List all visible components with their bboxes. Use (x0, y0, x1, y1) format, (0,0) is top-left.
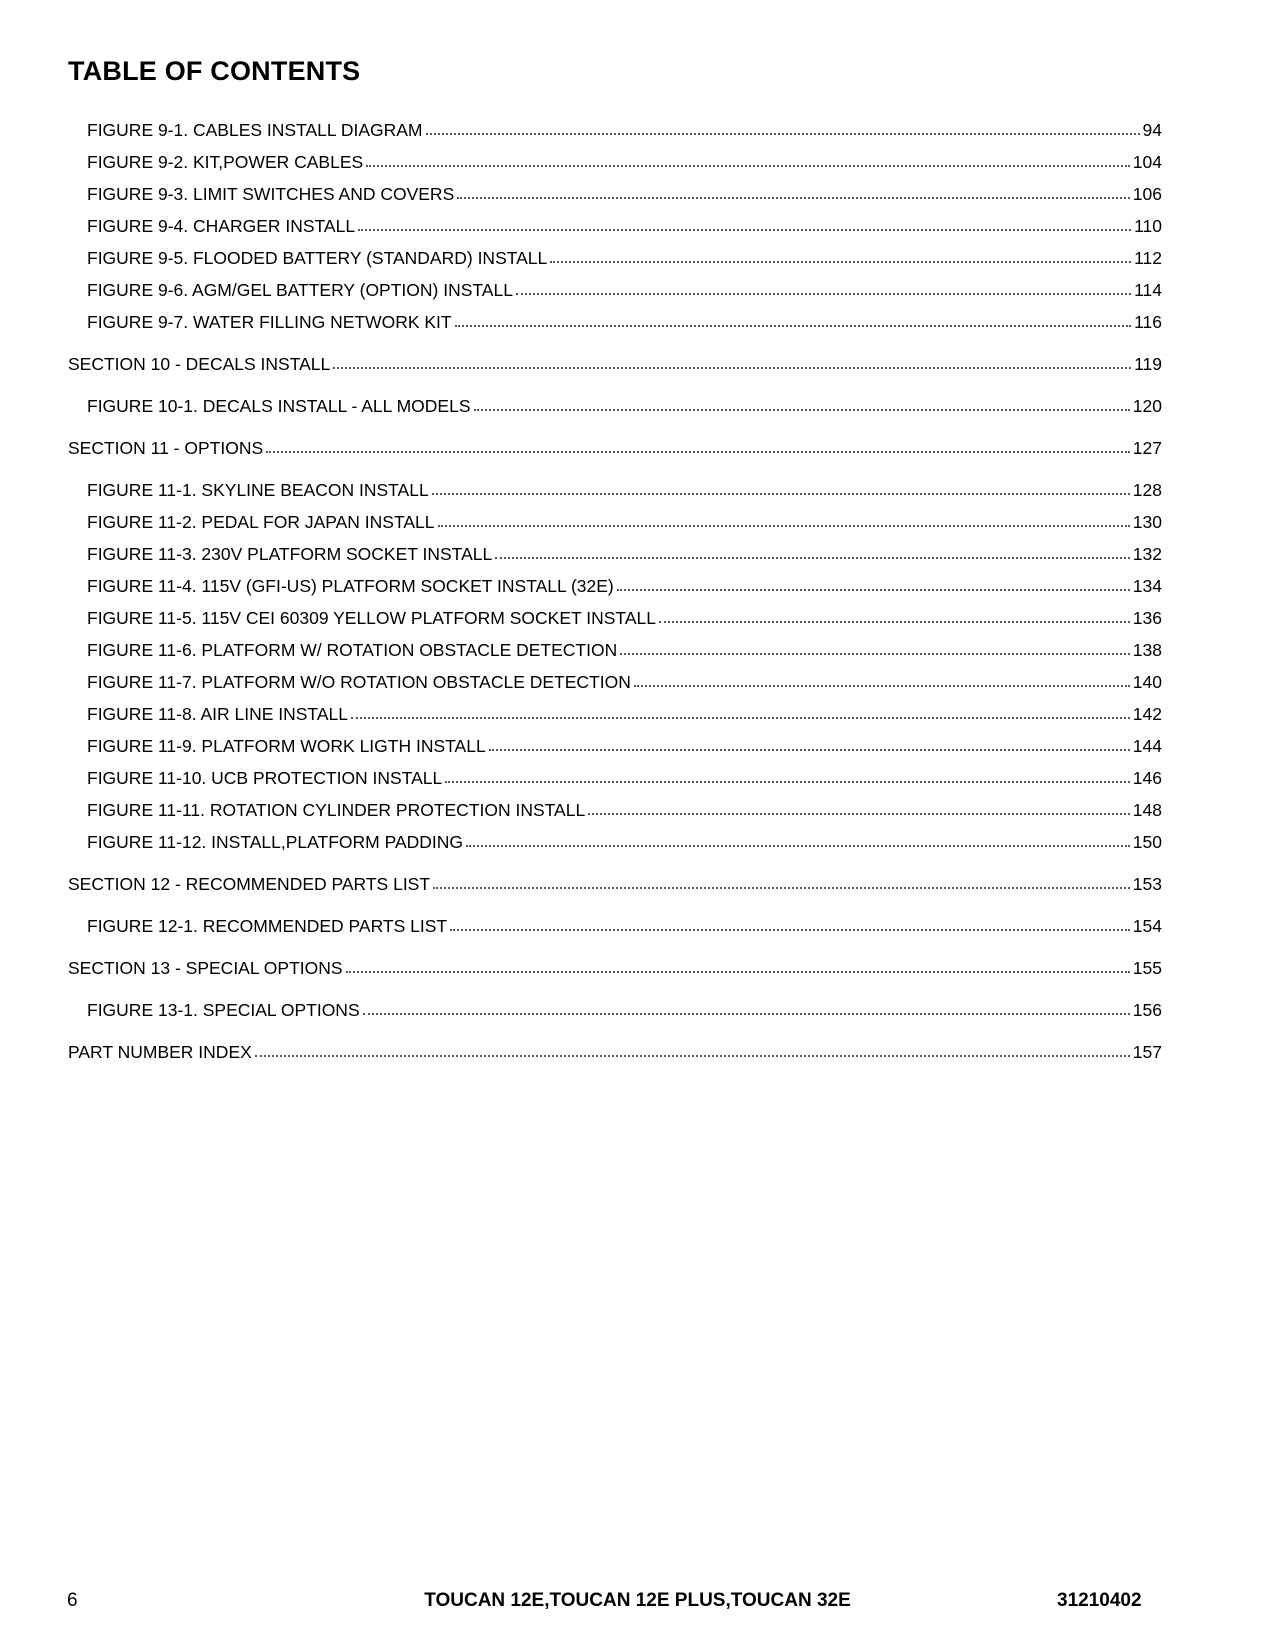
toc-entry[interactable] (68, 628, 1162, 660)
toc-entry-page: 127 (1132, 438, 1162, 458)
toc-entry-page: 128 (1132, 480, 1162, 500)
toc-entry-page: 134 (1132, 576, 1162, 596)
toc-entry[interactable] (68, 108, 1162, 140)
toc-entry-page: 114 (1134, 280, 1162, 300)
toc-leader-dots (620, 653, 1130, 655)
toc-leader-dots (351, 717, 1130, 719)
toc-entry-label: FIGURE 12-1. RECOMMENDED PARTS LIST (87, 916, 448, 936)
toc-entry-label: FIGURE 9-7. WATER FILLING NETWORK KIT (87, 312, 452, 332)
toc-leader-dots (366, 165, 1130, 167)
toc-leader-dots (346, 971, 1130, 973)
toc-entry-page: 148 (1132, 800, 1162, 820)
toc-entry[interactable] (68, 384, 1162, 416)
toc-leader-dots (466, 845, 1130, 847)
toc-entry[interactable] (68, 268, 1162, 300)
toc-leader-dots (426, 133, 1140, 135)
footer-model-title: TOUCAN 12E,TOUCAN 12E PLUS,TOUCAN 32E (424, 1590, 851, 1611)
toc-entry[interactable] (68, 500, 1162, 532)
toc-entry-page: 94 (1142, 120, 1162, 140)
toc-entry[interactable] (68, 300, 1162, 332)
toc-leader-dots (617, 589, 1130, 591)
toc-entry-label: PART NUMBER INDEX (68, 1042, 252, 1062)
toc-leader-dots (489, 749, 1130, 751)
toc-entry-label: FIGURE 11-9. PLATFORM WORK LIGTH INSTALL (87, 736, 486, 756)
toc-entry-page: 138 (1132, 640, 1162, 660)
toc-entry[interactable] (68, 946, 1162, 978)
toc-entry-label: SECTION 11 - OPTIONS (68, 438, 264, 458)
toc-entry[interactable] (68, 756, 1162, 788)
toc-entry-page: 153 (1132, 874, 1162, 894)
toc-entry-page: 110 (1134, 216, 1162, 236)
toc-entry-label: FIGURE 11-10. UCB PROTECTION INSTALL (87, 768, 443, 788)
toc-entry[interactable] (68, 724, 1162, 756)
toc-entry-label: FIGURE 13-1. SPECIAL OPTIONS (87, 1000, 360, 1020)
toc-leader-dots (438, 525, 1130, 527)
toc-entry-label: FIGURE 11-6. PLATFORM W/ ROTATION OBSTACLE DETECTION (87, 640, 618, 660)
toc-leader-dots (433, 887, 1130, 889)
toc-entry[interactable] (68, 660, 1162, 692)
toc-entry-page: 154 (1132, 916, 1162, 936)
toc-entry-page: 157 (1132, 1042, 1162, 1062)
toc-entry-page: 156 (1132, 1000, 1162, 1020)
toc-leader-dots (634, 685, 1130, 687)
toc-list (68, 108, 1162, 1062)
toc-leader-dots (333, 367, 1131, 369)
toc-entry-page: 104 (1132, 152, 1162, 172)
toc-entry-page: 150 (1132, 832, 1162, 852)
toc-entry[interactable] (68, 172, 1162, 204)
toc-entry-label: SECTION 10 - DECALS INSTALL (68, 354, 331, 374)
toc-leader-dots (266, 451, 1130, 453)
toc-entry-label: FIGURE 11-4. 115V (GFI-US) PLATFORM SOCKET INSTALL (32E) (87, 576, 614, 596)
toc-entry-label: FIGURE 9-1. CABLES INSTALL DIAGRAM (87, 120, 423, 140)
toc-entry-label: SECTION 13 - SPECIAL OPTIONS (68, 958, 343, 978)
toc-leader-dots (450, 929, 1130, 931)
toc-leader-dots (358, 229, 1131, 231)
toc-entry-label: FIGURE 9-6. AGM/GEL BATTERY (OPTION) INSTALL (87, 280, 513, 300)
toc-entry[interactable] (68, 236, 1162, 268)
toc-entry-label: FIGURE 11-2. PEDAL FOR JAPAN INSTALL (87, 512, 435, 532)
toc-entry-label: FIGURE 9-2. KIT,POWER CABLES (87, 152, 364, 172)
toc-leader-dots (495, 557, 1130, 559)
toc-entry-label: FIGURE 11-12. INSTALL,PLATFORM PADDING (87, 832, 464, 852)
toc-leader-dots (455, 325, 1131, 327)
toc-entry-label: FIGURE 10-1. DECALS INSTALL - ALL MODELS (87, 396, 471, 416)
toc-entry-label: FIGURE 11-1. SKYLINE BEACON INSTALL (87, 480, 429, 500)
toc-leader-dots (432, 493, 1130, 495)
toc-entry-label: FIGURE 9-5. FLOODED BATTERY (STANDARD) INSTALL (87, 248, 548, 268)
toc-entry-page: 140 (1132, 672, 1162, 692)
toc-leader-dots (457, 197, 1130, 199)
toc-entry[interactable] (68, 204, 1162, 236)
toc-entry-page: 106 (1132, 184, 1162, 204)
toc-entry-label: FIGURE 11-8. AIR LINE INSTALL (87, 704, 348, 724)
toc-leader-dots (516, 293, 1131, 295)
toc-entry-page: 130 (1132, 512, 1162, 532)
toc-leader-dots (363, 1013, 1130, 1015)
toc-leader-dots (474, 409, 1130, 411)
toc-entry[interactable] (68, 426, 1162, 458)
toc-entry-page: 136 (1132, 608, 1162, 628)
toc-leader-dots (255, 1055, 1130, 1057)
toc-entry-page: 120 (1132, 396, 1162, 416)
toc-entry[interactable] (68, 788, 1162, 820)
toc-entry-page: 146 (1132, 768, 1162, 788)
page-title: TABLE OF CONTENTS (68, 56, 361, 86)
toc-entry-page: 132 (1132, 544, 1162, 564)
toc-entry-page: 155 (1132, 958, 1162, 978)
toc-entry[interactable] (68, 140, 1162, 172)
toc-entry-page: 119 (1134, 354, 1162, 374)
toc-leader-dots (588, 813, 1130, 815)
toc-entry[interactable] (68, 692, 1162, 724)
toc-entry-page: 112 (1134, 248, 1162, 268)
toc-entry-page: 144 (1132, 736, 1162, 756)
toc-entry[interactable] (68, 468, 1162, 500)
toc-entry-label: FIGURE 11-5. 115V CEI 60309 YELLOW PLATFORM SOCKET INSTALL (87, 608, 656, 628)
footer-document-number: 31210402 (1057, 1590, 1142, 1611)
toc-leader-dots (659, 621, 1130, 623)
toc-entry[interactable] (68, 1030, 1162, 1062)
toc-entry-label: FIGURE 9-3. LIMIT SWITCHES AND COVERS (87, 184, 455, 204)
toc-entry[interactable] (68, 904, 1162, 936)
footer-page-number: 6 (67, 1590, 78, 1611)
toc-entry[interactable] (68, 596, 1162, 628)
toc-leader-dots (550, 261, 1131, 263)
toc-entry[interactable] (68, 820, 1162, 852)
toc-entry-label: FIGURE 9-4. CHARGER INSTALL (87, 216, 356, 236)
toc-entry-label: FIGURE 11-11. ROTATION CYLINDER PROTECTION INSTALL (87, 800, 586, 820)
toc-entry-page: 116 (1134, 312, 1162, 332)
toc-entry[interactable] (68, 532, 1162, 564)
toc-entry[interactable] (68, 342, 1162, 374)
toc-leader-dots (445, 781, 1130, 783)
toc-entry-label: FIGURE 11-3. 230V PLATFORM SOCKET INSTALL (87, 544, 493, 564)
toc-entry-label: SECTION 12 - RECOMMENDED PARTS LIST (68, 874, 431, 894)
toc-entry[interactable] (68, 862, 1162, 894)
toc-entry[interactable] (68, 564, 1162, 596)
toc-entry[interactable] (68, 988, 1162, 1020)
toc-entry-label: FIGURE 11-7. PLATFORM W/O ROTATION OBSTACLE DETECTION (87, 672, 631, 692)
toc-entry-page: 142 (1132, 704, 1162, 724)
